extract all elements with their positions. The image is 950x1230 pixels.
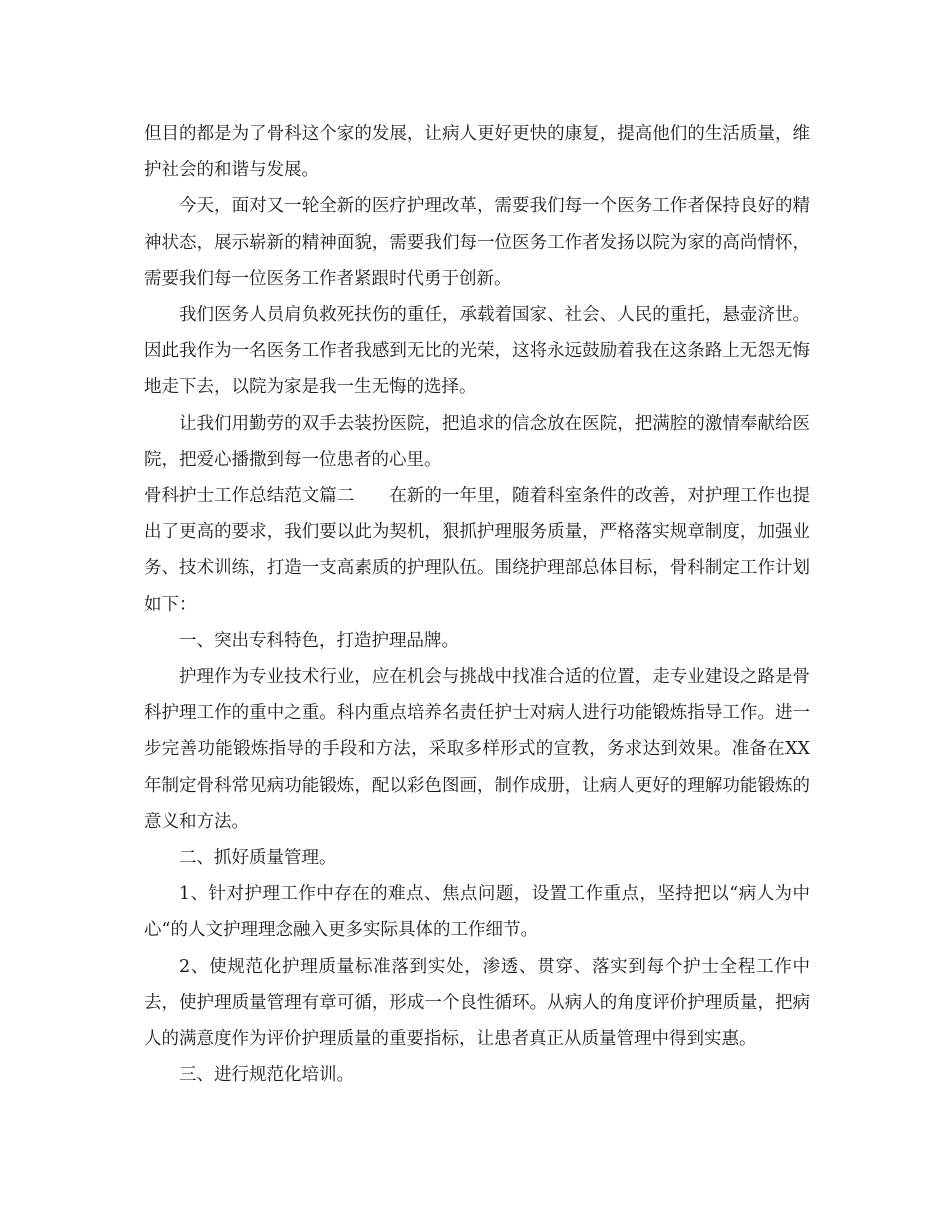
paragraph: 我们医务人员肩负救死扶伤的重任，承载着国家、社会、人民的重托，悬壶济世。因此我作为一名医务工作者我感到无比的光荣，这将永远鼓励着我在这条路上无怨无悔地走下去，以院为家是我一生无悔的选择。 [144, 305, 810, 398]
paragraph: 护理作为专业技术行业，应在机会与挑战中找准合适的位置，走专业建设之路是骨科护理工作的重中之重。科内重点培养名责任护士对病人进行功能锻炼指导工作。进一步完善功能锻炼指导的手段和方法，采取多样形式的宣教，务求达到效果。准备在XX年制定骨科常见病功能锻炼，配以彩色图画，制作成册，让病人更好的理解功能锻炼的意义和方法。 [144, 667, 810, 832]
section-paragraph [144, 478, 810, 623]
paragraph: 2、使规范化护理质量标准落到实处，渗透、贯穿、落实到每个护士全程工作中去，使护理质量管理有章可循，形成一个良性循环。从病人的角度评价护理质量，把病人的满意度作为评价护理质量的重要指标，让患者真正从质量管理中得到实惠。 [144, 956, 810, 1050]
paragraph: 让我们用勤劳的双手去装扮医院，把追求的信念放在医院，把满腔的激情奉献给医院，把爱心播撒到每一位患者的心里。 [144, 413, 810, 470]
paragraph-text: 在新的一年里，随着科室条件的改善，对护理工作也提出了更高的要求，我们要以此为契机，狠抓护理服务质量，严格落实规章制度，加强业务、技术训练，打造一支高素质的护理队伍。围绕护理部总体目标，骨科制定工作计划如下： [144, 486, 810, 615]
section-heading: 骨科护士工作总结范文篇二 [144, 486, 355, 507]
subheading: 三、进行规范化培训。 [179, 1065, 354, 1086]
paragraph: 今天，面对又一轮全新的医疗护理改革，需要我们每一个医务工作者保持良好的精神状态，展示崭新的精神面貌，需要我们每一位医务工作者发扬以院为家的高尚情怀，需要我们每一位医务工作者紧跟时代勇于创新。 [144, 196, 810, 289]
subheading: 二、抓好质量管理。 [179, 848, 337, 869]
paragraph: 1、针对护理工作中存在的难点、焦点问题，设置工作重点，坚持把以“病人为中心“的人文护理理念融入更多实际具体的工作细节。 [144, 884, 810, 941]
subheading: 一、突出专科特色，打造护理品牌。 [179, 630, 459, 651]
paragraph: 但目的都是为了骨科这个家的发展，让病人更好更快的康复，提高他们的生活质量，维护社会的和谐与发展。 [144, 124, 810, 181]
document-page [144, 116, 810, 1093]
